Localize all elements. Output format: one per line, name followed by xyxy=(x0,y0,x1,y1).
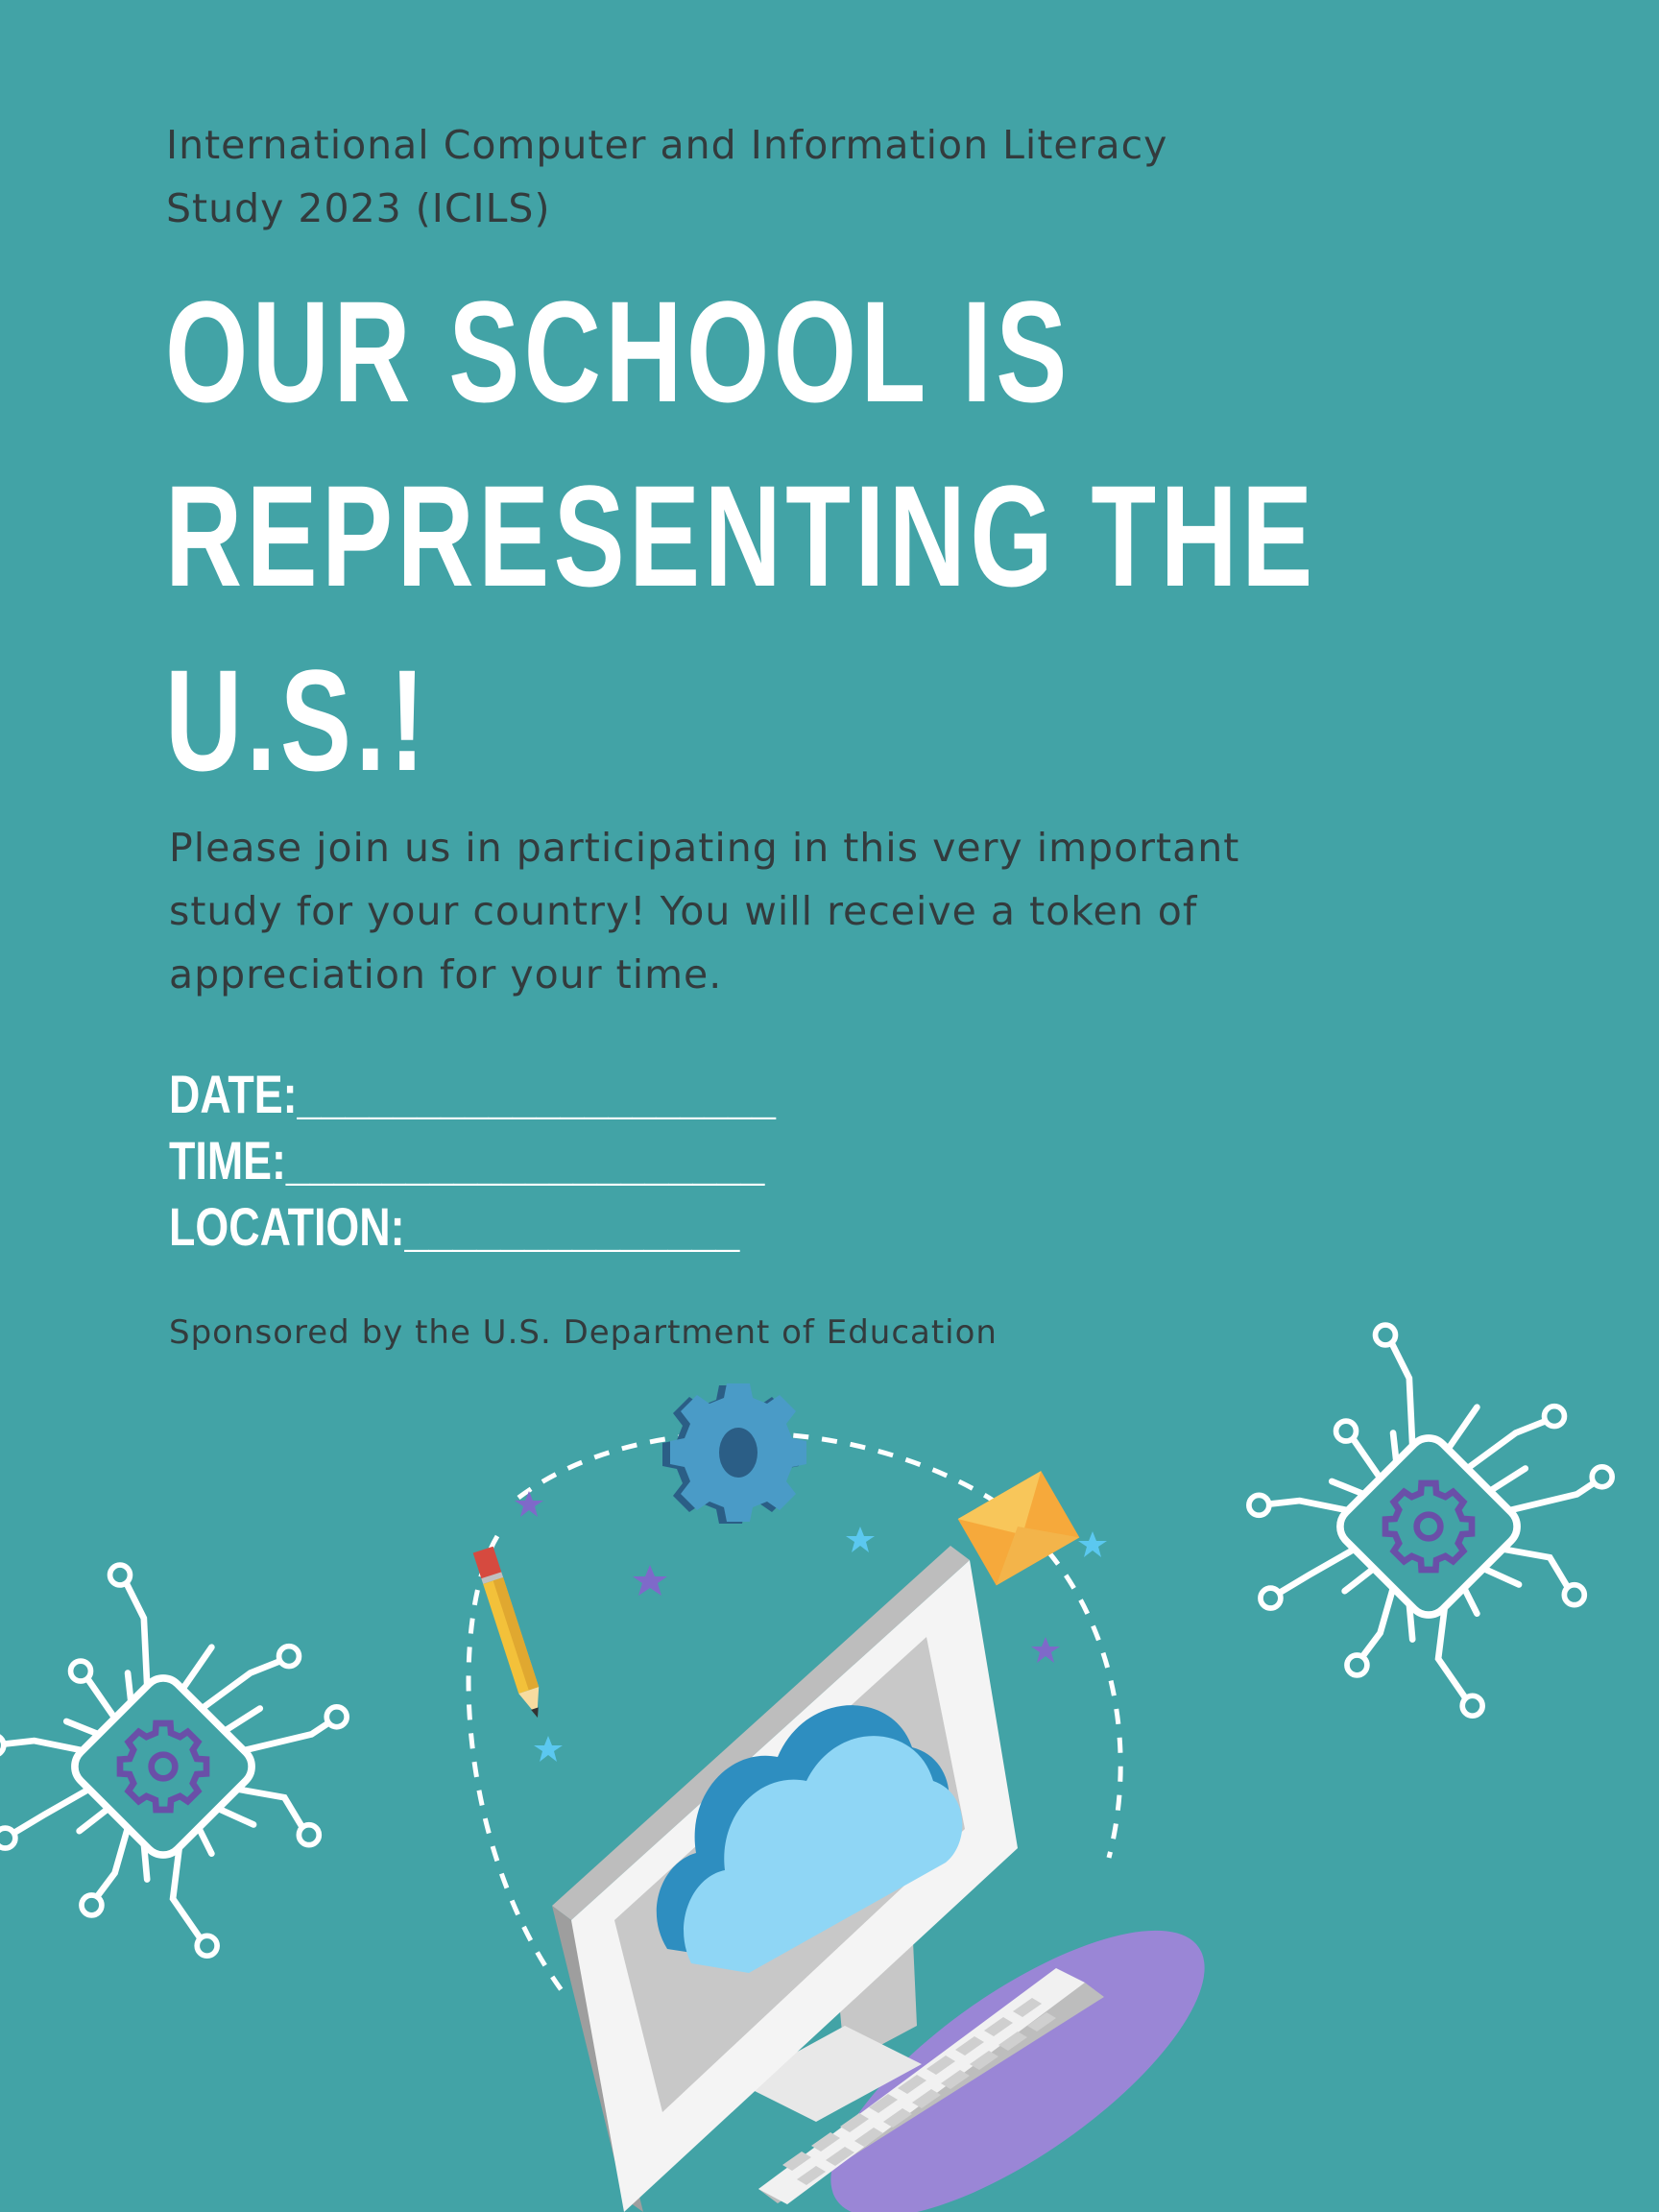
study-title-line-1: International Computer and Information Literacy xyxy=(166,122,1168,168)
location-field: LOCATION:______________ xyxy=(169,1196,740,1257)
headline-line-3: U.S.! xyxy=(165,639,430,801)
invitation-line-2: study for your country! You will receive a token of xyxy=(169,888,1198,934)
gear-icon xyxy=(662,1383,806,1524)
envelope-icon xyxy=(958,1471,1080,1585)
time-field: TIME:____________________ xyxy=(169,1130,765,1190)
headline-line-1: OUR SCHOOL IS xyxy=(165,271,1071,432)
headline-line-2: REPRESENTING THE xyxy=(165,455,1317,616)
circuit-chip-icon xyxy=(0,1517,407,2008)
sponsor-line: Sponsored by the U.S. Department of Education xyxy=(169,1313,998,1352)
pencil-icon xyxy=(473,1547,548,1721)
invitation-line-1: Please join us in participating in this very important xyxy=(169,825,1240,871)
study-title-line-2: Study 2023 (ICILS) xyxy=(166,185,551,231)
invitation-line-3: appreciation for your time. xyxy=(169,951,723,998)
date-field: DATE:____________________ xyxy=(169,1064,776,1124)
circuit-chip-icon xyxy=(1182,1277,1659,1767)
